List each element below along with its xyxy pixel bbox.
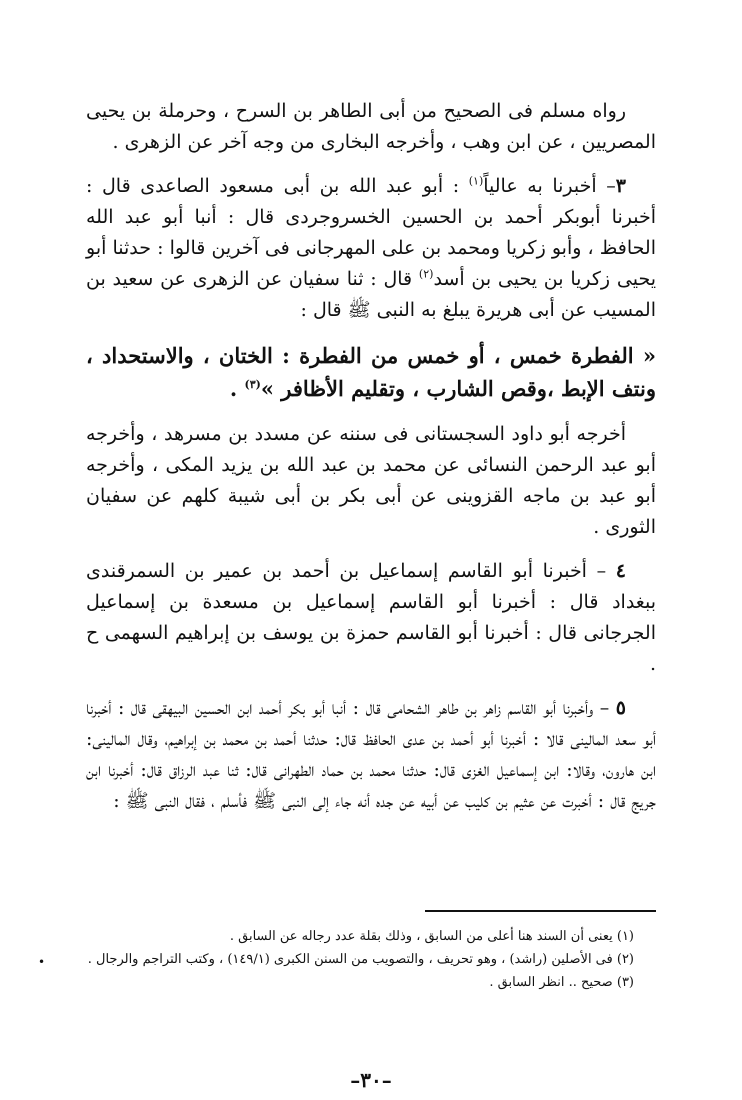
paragraph-4 — [86, 556, 656, 680]
paragraph-5-text: – وأخبرنا أبو القاسم زاهر بن طاهر الشحامى قال : أنبا أبو بكر أحمد ابن الحسين البيهقى قال : أخبرنا أبو سعد المالينى قالا : أخبرنا أبو أحمد بن عدى الحافظ قال: حدثنا أحمد بن محمد بن إبراهيم، وقال المالينى: ابن هارون، وقالا: ابن إسماعيل الغزى قال: حدثنا محمد بن حماد الطهرانى قال: ثنا عبد الرزاق قال: أخبرنا ابن جريج قال : أخبرت عن عثيم بن كليب عن أبيه عن جده أنه جاء إلى النبى ﷺ فأسلم ، فقال النبى ﷺ : — [86, 697, 656, 812]
page-number: –٣٠– — [350, 1068, 392, 1092]
paragraph-2-part-b: : أبو عبد الله بن أبى مسعود الصاعدى قال : أخبرنا أبوبكر أحمد بن الحسين الخسروجردى قال : أنبا أبو عبد الله الحافظ ، وأبو زكريا ومحمد بن على المهرجانى فى آخرين قالوا : حدثنا أبو يحيى زكريا بن يحيى بن أسد — [86, 175, 656, 290]
footnote-divider — [425, 910, 656, 912]
paragraph-3: أخرجه أبو داود السجستانى فى سننه عن مسدد بن مسرهد ، وأخرجه أبو عبد الرحمن النسائى عن محمد بن عبد الله بن يزيد المكى ، وأخرجه أبو عبد بن ماجه القزوينى عن أبى بكر بن أبى شيبة كلهم عن سفيان الثورى . — [86, 423, 656, 538]
item-number-5: ٥ — [615, 697, 626, 719]
footnote-2: (٢) فى الأصلين (راشد) ، وهو تحريف ، والتصويب من السنن الكبرى (١٤٩/١) ، وكتب التراجم والرجال . — [87, 952, 634, 967]
paragraph-1: رواه مسلم فى الصحيح من أبى الطاهر بن السرح ، وحرملة بن يحيى المصريين ، عن ابن وهب ، وأخرجه البخارى من وجه آخر عن الزهرى . — [86, 100, 656, 153]
paragraph-5 — [86, 693, 656, 817]
hadith-end: . — [229, 376, 245, 401]
hadith-body: « الفطرة خمس ، أو خمس من الفطرة : الختان ، والاستحداد ، ونتف الإبط ،وقص الشارب ، وتقليم الأظافر » — [86, 343, 656, 401]
margin-mark: • — [38, 955, 46, 969]
paragraph-2 — [86, 171, 656, 326]
footnote-ref-3[interactable]: (٣) — [244, 378, 261, 391]
paragraph-2-part-a: – أخبرنا به عالياً — [483, 175, 616, 197]
footnote-3: (٣) صحيح .. انظر السابق . — [489, 975, 634, 990]
footnote-ref-2[interactable]: (٢) — [418, 267, 434, 281]
paragraph-4-text: – أخبرنا أبو القاسم إسماعيل بن أحمد بن عمير بن السمرقندى ببغداد قال : أخبرنا أبو القاسم إسماعيل بن مسعدة بن إسماعيل الجرجانى قال : أخبرنا أبو القاسم حمزة بن يوسف بن إبراهيم السهمى ح . — [86, 560, 656, 675]
footnote-ref-1[interactable]: (١) — [468, 174, 484, 188]
item-number-3: ٣ — [615, 175, 626, 197]
hadith-text — [86, 339, 656, 405]
paragraph-2-part-c: قال : ثنا سفيان عن الزهرى عن سعيد بن المسيب عن أبى هريرة يبلغ به النبى ﷺ قال : — [86, 268, 656, 321]
footnote-1: (١) يعنى أن السند هنا أعلى من السابق ، وذلك بقلة عدد رجاله عن السابق . — [229, 929, 634, 944]
footnotes — [86, 925, 656, 994]
item-number-4: ٤ — [615, 560, 626, 582]
main-text — [86, 96, 656, 830]
